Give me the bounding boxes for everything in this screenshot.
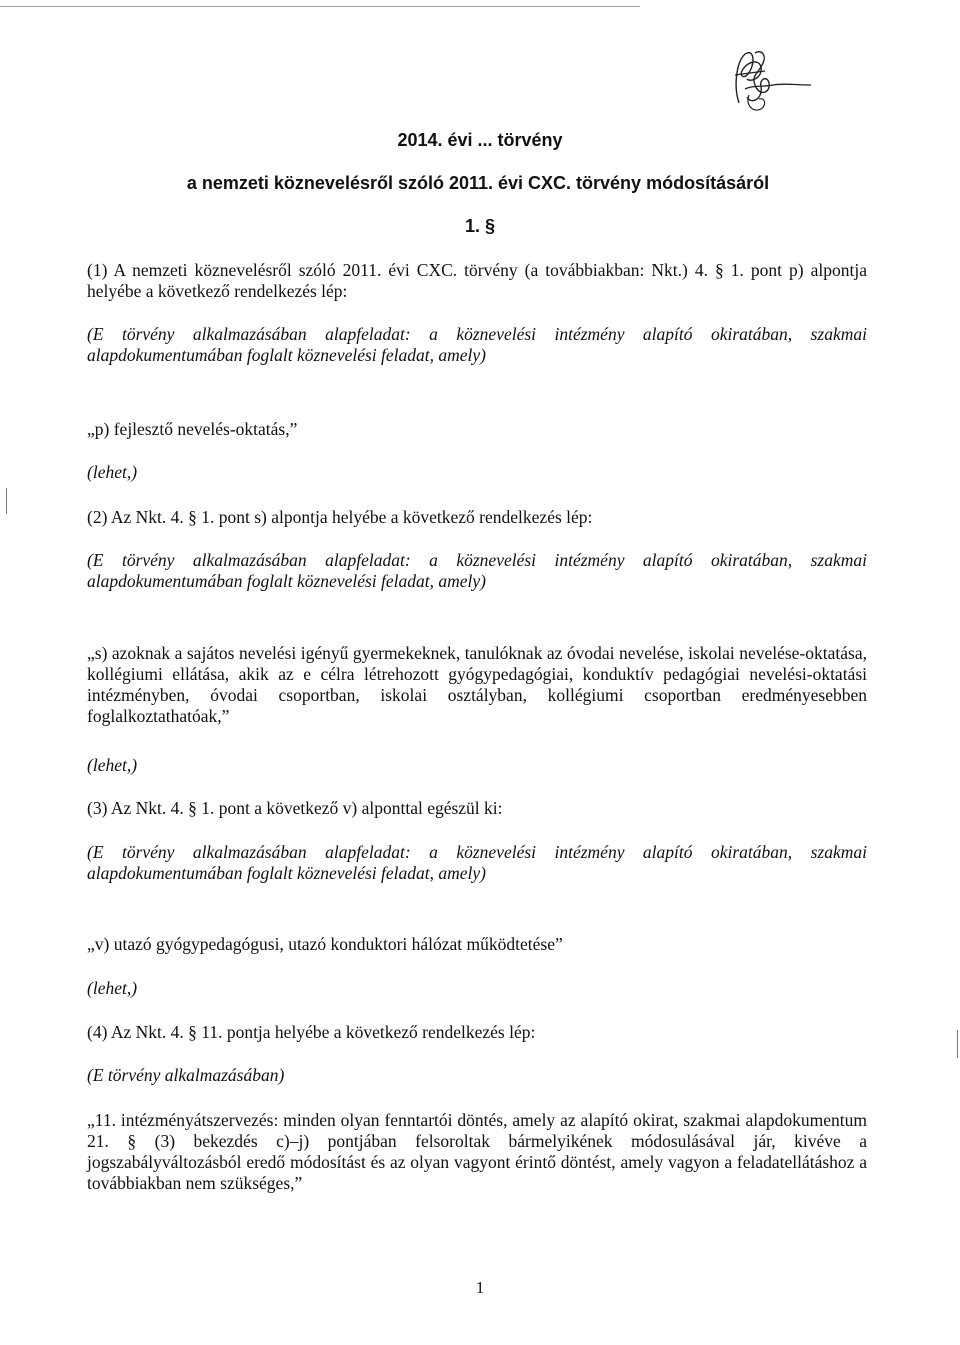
paragraph-1-quote: „p) fejlesztő nevelés-oktatás,” [87,419,298,439]
handwritten-signature [725,45,815,120]
paragraph-1-context: (E törvény alkalmazásában alapfeladat: a köznevelési intézmény alapító okiratában, szakmai alapdokumentumában foglalt köznevelési feladat, amely) [87,324,867,365]
document-title: 2014. évi ... törvény [397,130,563,150]
paragraph-2-context: (E törvény alkalmazásában alapfeladat: a köznevelési intézmény alapító okiratában, szakmai alapdokumentumában foglalt köznevelési feladat, amely) [87,550,867,591]
section-heading: 1. § [464,216,496,236]
paragraph-3-quote: „v) utazó gyógypedagógusi, utazó konduktori hálózat működtetése” [87,934,563,954]
paragraph-4-quote: „11. intézményátszervezés: minden olyan fenntartói döntés, amely az alapító okirat, szakmai alapdokumentum 21. § (3) bekezdés c)–j) pontjában felsoroltak bármelyikének módosulásával jár, kivéve a jogszabályváltozásból eredő módosítást és az olyan vagyont érintő döntést, amely vagyon a feladatellátáshoz a továbbiakban nem szükséges,” [87,1110,867,1193]
paragraph-3-intro: (3) Az Nkt. 4. § 1. pont a következő v) alponttal egészül ki: [87,798,503,818]
scan-edge-line [0,6,640,7]
page-number: 1 [475,1278,485,1297]
paragraph-1-close: (lehet,) [87,462,138,482]
document-subtitle: a nemzeti köznevelésről szóló 2011. évi CXC. törvény módosításáról [186,173,770,193]
paragraph-1-intro: (1) A nemzeti köznevelésről szóló 2011. évi CXC. törvény (a továbbiakban: Nkt.) 4. § 1. pont p) alpontja helyébe a következő rendelkezés lép: [87,260,867,301]
paragraph-3-context: (E törvény alkalmazásában alapfeladat: a köznevelési intézmény alapító okiratában, szakmai alapdokumentumában foglalt köznevelési feladat, amely) [87,842,867,883]
paragraph-4-intro: (4) Az Nkt. 4. § 11. pontja helyébe a következő rendelkezés lép: [87,1022,536,1042]
scan-edge-mark [957,1030,958,1058]
paragraph-4-context: (E törvény alkalmazásában) [87,1065,285,1085]
paragraph-2-quote: „s) azoknak a sajátos nevelési igényű gyermekeknek, tanulóknak az óvodai nevelése, iskolai nevelése-oktatása, kollégiumi ellátása, akik az e célra létrehozott gyógypedagógiai, konduktív pedagógiai nevelési-oktatási intézményben, óvodai csoportban, iskolai osztályban, kollégiumi csoportban eredményesebben foglalkoztathatóak,” [87,643,867,726]
paragraph-3-close: (lehet,) [87,978,138,998]
paragraph-2-close: (lehet,) [87,755,138,775]
scan-edge-mark [6,488,7,514]
paragraph-2-intro: (2) Az Nkt. 4. § 1. pont s) alpontja helyébe a következő rendelkezés lép: [87,507,593,527]
